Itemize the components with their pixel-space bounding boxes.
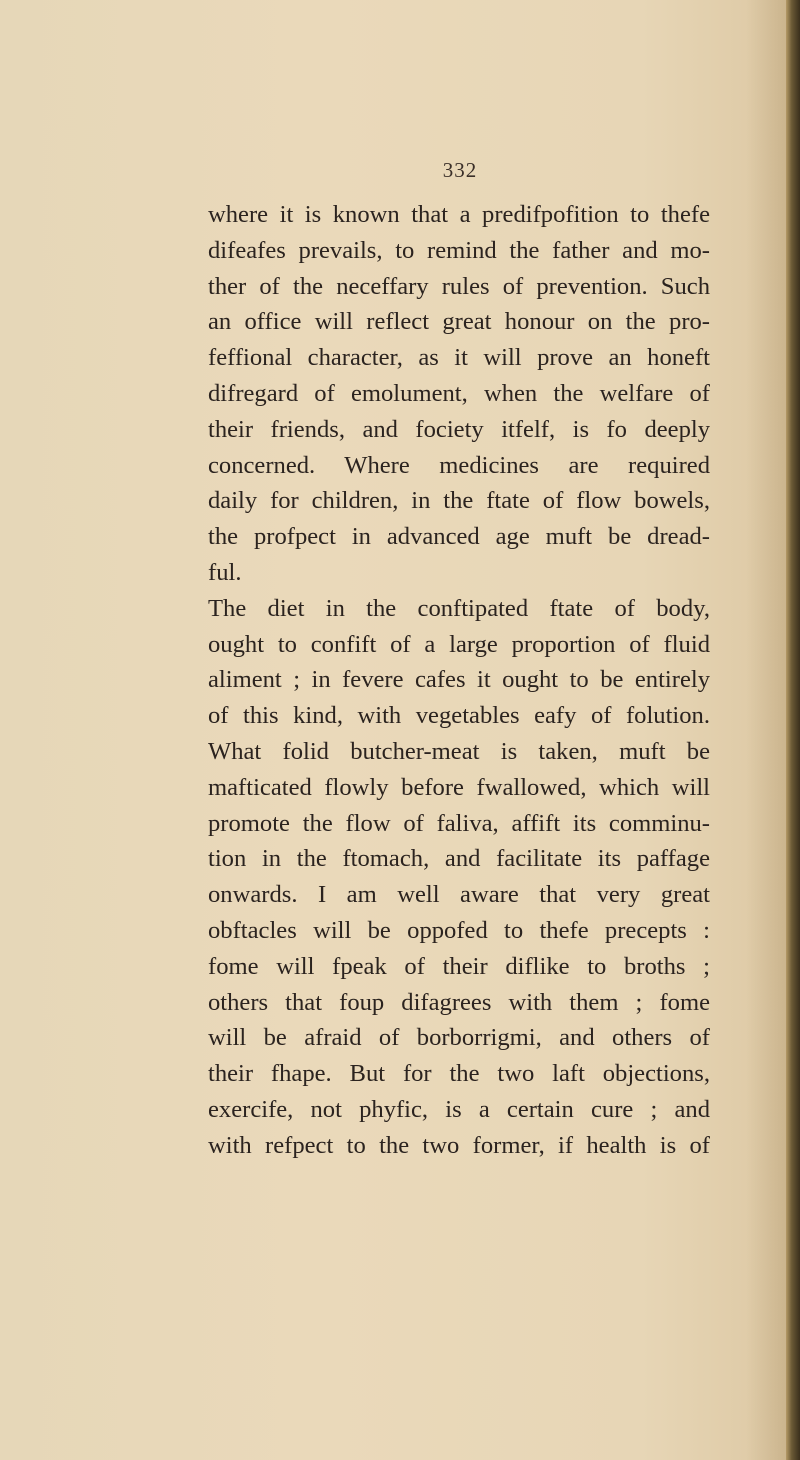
text-line: tion in the ftomach, and facilitate its paffage [208, 845, 710, 873]
text-line: feffional character, as it will prove an honeft [208, 344, 710, 372]
page-edge-stain [746, 0, 786, 1460]
text-line: ought to confift of a large proportion of fluid [208, 630, 710, 658]
text-line: mafticated flowly before fwallowed, which will [208, 773, 710, 801]
text-line: will be afraid of borborrigmi, and others of [208, 1024, 710, 1052]
text-line: promote the flow of faliva, affift its comminu- [208, 809, 710, 837]
text-line: obftacles will be oppofed to thefe precepts : [208, 916, 710, 944]
text-line: their fhape. But for the two laft objections, [208, 1060, 710, 1088]
text-line: onwards. I am well aware that very great [208, 881, 710, 909]
text-line: concerned. Where medicines are required [208, 451, 710, 479]
text-line-paragraph-start: The diet in the conftipated ftate of body, [208, 594, 710, 622]
text-line: where it is known that a predifpofition to thefe [208, 201, 710, 228]
text-line: an office will reflect great honour on the pro- [208, 308, 710, 336]
page-number: 332 [442, 158, 478, 182]
text-line: the profpect in advanced age muft be dread- [208, 523, 710, 551]
text-line: their friends, and fociety itfelf, is fo deeply [208, 415, 710, 443]
text-line: with refpect to the two former, if health is of [208, 1131, 710, 1159]
text-line: difregard of emolument, when the welfare of [208, 379, 710, 407]
page-binding-edge [786, 0, 800, 1460]
body-text [208, 197, 710, 1164]
text-line: of this kind, with vegetables eafy of folution. [208, 702, 710, 730]
text-line: ther of the neceffary rules of prevention. Such [208, 272, 710, 300]
text-line: aliment ; in fevere cafes it ought to be entirely [208, 666, 710, 694]
text-line: others that foup difagrees with them ; fome [208, 988, 710, 1016]
text-line: fome will fpeak of their diflike to broths ; [208, 952, 710, 980]
text-line-paragraph-end: ful. [208, 558, 242, 586]
text-line: difeafes prevails, to remind the father and mo- [208, 236, 710, 264]
text-line: daily for children, in the ftate of flow bowels, [208, 487, 710, 515]
text-line: exercife, not phyfic, is a certain cure ; and [208, 1095, 710, 1123]
text-line: What folid butcher-meat is taken, muft be [208, 737, 710, 765]
